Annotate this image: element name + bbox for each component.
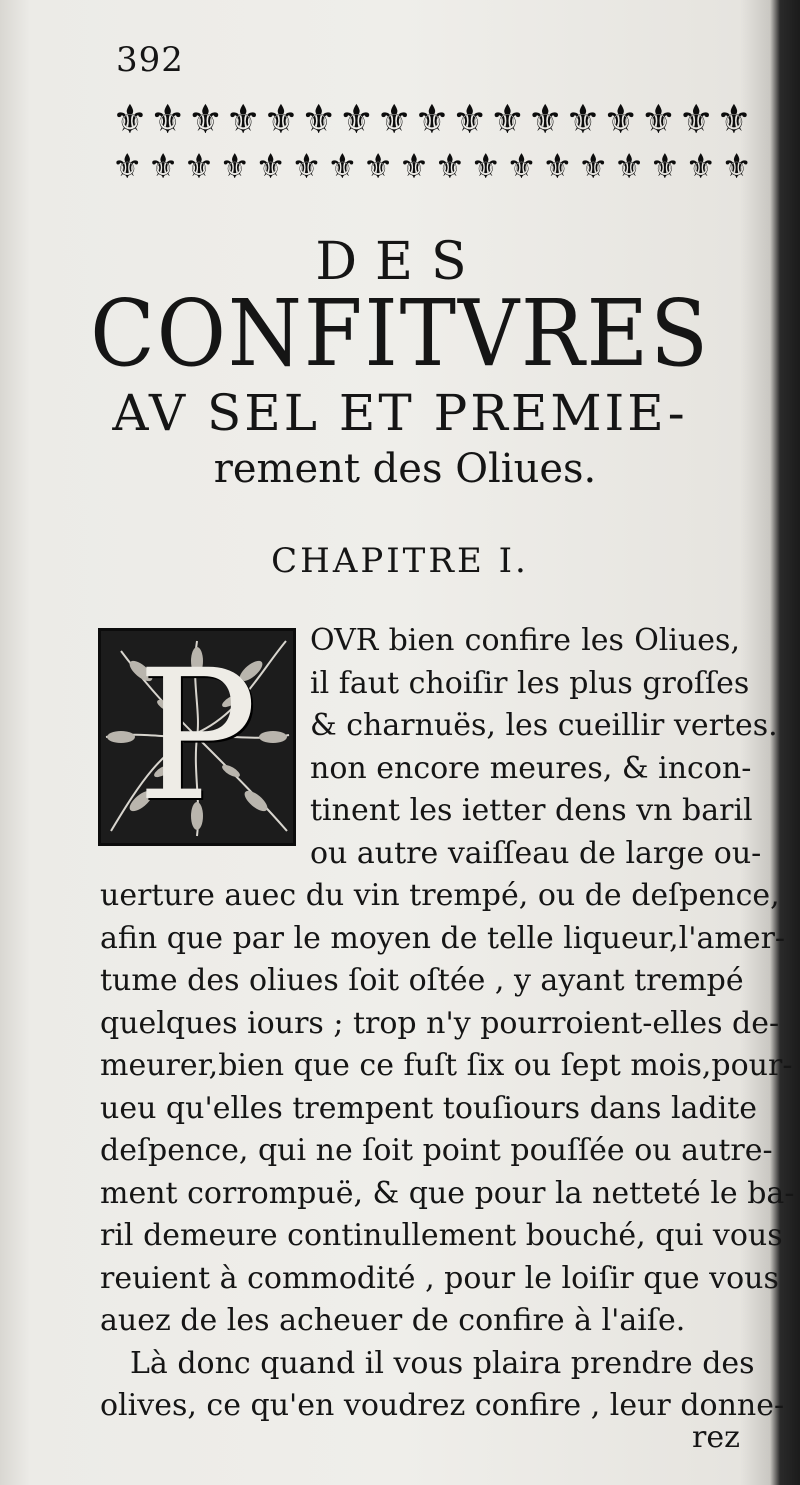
chapter-heading: CHAPITRE I.	[271, 541, 529, 581]
text-line: reuient à commodité , pour le loiſir que vous	[100, 1260, 779, 1296]
fleur-de-lis-icon: ⚜	[183, 147, 215, 187]
text-line: ou autre vaiſſeau de large ou-	[310, 835, 762, 871]
fleuron-ornament-row	[112, 97, 752, 143]
text-line: tume des oliues ſoit oſtée , y ayant trempé	[100, 963, 744, 998]
fleur-de-lis-icon: ⚜	[219, 147, 251, 187]
text-line: auez de les acheuer de confire à l'aiſe.	[100, 1303, 686, 1338]
fleur-de-lis-icon: ⚜	[434, 147, 466, 187]
fleur-de-lis-icon: ⚜	[716, 97, 752, 143]
fleur-de-lis-icon: ⚜	[112, 147, 143, 187]
fleuron-ornament-row	[112, 147, 752, 187]
fleur-de-lis-icon: ⚜	[721, 147, 752, 187]
fleur-de-lis-icon: ⚜	[147, 147, 179, 187]
page-number: 392	[116, 40, 184, 80]
text-line: OVR bien confire les Oliues,	[310, 623, 740, 658]
text-line: meurer,bien que ce fuſt ſix ou ſept mois,pour-	[100, 1048, 793, 1083]
fleur-de-lis-icon: ⚜	[398, 147, 430, 187]
fleur-de-lis-icon: ⚜	[613, 147, 645, 187]
fleur-de-lis-icon: ⚜	[263, 97, 299, 143]
text-line: quelques iours ; trop n'y pourroient-elles de-	[100, 1005, 780, 1041]
text-line: ril demeure continullement bouché, qui vous	[100, 1218, 783, 1253]
title-line: rement des Oliues.	[213, 446, 597, 492]
fleur-de-lis-icon: ⚜	[255, 147, 286, 187]
fleur-de-lis-icon: ⚜	[300, 97, 337, 143]
fleur-de-lis-icon: ⚜	[489, 97, 526, 143]
fleur-de-lis-icon: ⚜	[362, 147, 394, 187]
text-line: & charnuës, les cueillir vertes.	[310, 708, 778, 743]
text-line: uerture auec du vin trempé, ou de deſpence,	[100, 878, 780, 913]
text-line: il faut choiſir les plus groſſes	[310, 665, 750, 701]
text-line: tinent les ietter dens vn baril	[310, 793, 753, 828]
fleur-de-lis-icon: ⚜	[506, 147, 537, 187]
fleur-de-lis-icon: ⚜	[640, 97, 677, 143]
fleur-de-lis-icon: ⚜	[649, 147, 681, 187]
text-line: afin que par le moyen de telle liqueur,l'amer-	[100, 920, 786, 956]
fleur-de-lis-icon: ⚜	[327, 147, 358, 187]
text-line: Là donc quand il vous plaira prendre des	[130, 1345, 755, 1381]
body-text	[100, 620, 795, 1428]
fleur-de-lis-icon: ⚜	[187, 97, 224, 143]
fleur-de-lis-icon: ⚜	[414, 97, 450, 143]
fleur-de-lis-icon: ⚜	[577, 147, 609, 187]
fleur-de-lis-icon: ⚜	[602, 97, 639, 143]
text-line: deſpence, qui ne ſoit point pouſſée ou autre-	[100, 1133, 773, 1168]
fleur-de-lis-icon: ⚜	[527, 97, 564, 143]
fleur-de-lis-icon: ⚜	[149, 97, 186, 143]
fleur-de-lis-icon: ⚜	[678, 97, 715, 143]
fleur-de-lis-icon: ⚜	[291, 147, 322, 187]
fleur-de-lis-icon: ⚜	[542, 147, 573, 187]
fleur-de-lis-icon: ⚜	[685, 147, 716, 187]
fleur-de-lis-icon: ⚜	[470, 147, 501, 187]
text-line: non encore meures, & incon-	[310, 750, 752, 786]
fleur-de-lis-icon: ⚜	[112, 97, 148, 143]
title-line: CONFITVRES	[90, 280, 710, 387]
fleur-de-lis-icon: ⚜	[338, 97, 375, 143]
title-line: AV SEL ET PREMIE-	[112, 384, 688, 442]
text-line: olives, ce qu'en voudrez confire , leur donne-	[100, 1388, 785, 1423]
fleur-de-lis-icon: ⚜	[565, 97, 601, 143]
text-line: ueu qu'elles trempent touſiours dans ladite	[100, 1090, 758, 1126]
text-line: ment corrompuë, & que pour la netteté le ba-	[100, 1175, 795, 1211]
fleur-de-lis-icon: ⚜	[225, 97, 262, 143]
title-line: DES	[315, 232, 485, 292]
drop-cap-letter: P	[136, 632, 258, 841]
fleur-de-lis-icon: ⚜	[376, 97, 413, 143]
fleur-de-lis-icon: ⚜	[451, 97, 488, 143]
catchword: rez	[692, 1420, 740, 1455]
